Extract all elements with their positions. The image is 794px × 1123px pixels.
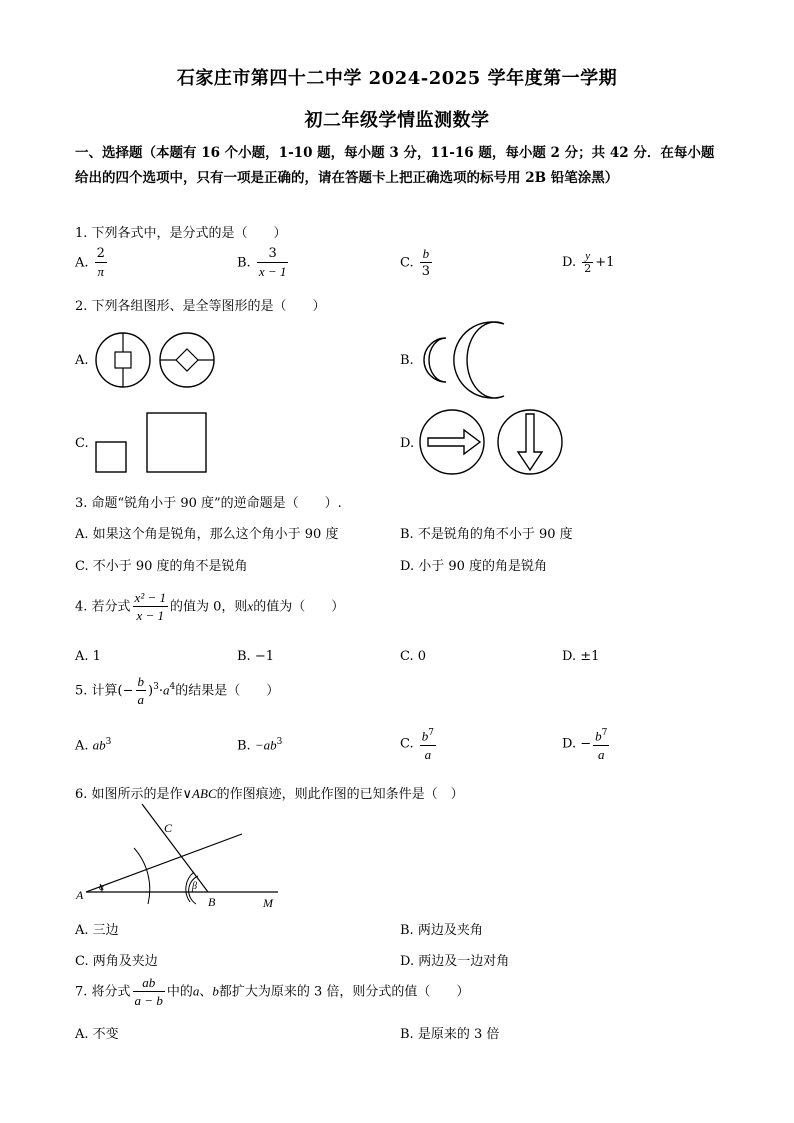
q2-option-b-label[interactable]: B. <box>400 353 414 368</box>
fraction-denominator: x − 1 <box>258 264 287 279</box>
option-label: B. <box>237 255 251 271</box>
open-paren: (− <box>117 683 134 699</box>
question-1-stem: 1. 下列各式中，是分式的是（ ） <box>75 226 287 241</box>
fraction-numerator: y <box>582 250 593 263</box>
stem-suffix: 的作图痕迹，则此作图的已知条件是（ ） <box>216 787 464 802</box>
q6-construction-figure <box>72 800 287 912</box>
stem-mid: 中的 <box>166 984 193 1000</box>
variable-b: b <box>212 983 219 999</box>
q5-option-a[interactable] <box>75 737 111 753</box>
fraction-numerator: 2 <box>96 246 105 261</box>
separator: 、 <box>199 984 213 1000</box>
q5-option-d[interactable] <box>562 725 611 763</box>
dot-operator: · <box>158 683 163 699</box>
stem-prefix: 6. 如图所示的是作 <box>75 787 183 802</box>
stem-suffix: 的结果是（ ） <box>175 683 280 699</box>
q6-option-c[interactable]: C. 两角及夹边 <box>75 954 158 969</box>
exponent: 4 <box>169 682 176 693</box>
fraction-numerator: x² − 1 <box>134 590 166 605</box>
fraction-denominator: a <box>598 747 605 763</box>
exponent: 3 <box>276 737 283 747</box>
stem-prefix: 7. 将分式 <box>75 984 131 1000</box>
point-b-label: B <box>208 895 216 909</box>
point-m-label: M <box>263 896 273 910</box>
q5-option-b[interactable] <box>237 737 282 753</box>
q2-figure-d <box>418 408 566 476</box>
q1-option-c[interactable] <box>400 246 434 280</box>
q2-option-a-label[interactable]: A. <box>75 353 89 368</box>
stem-suffix: 都扩大为原来的 3 倍，则分式的值（ ） <box>218 984 470 1000</box>
question-7-stem <box>75 975 469 1009</box>
q1-option-a[interactable] <box>75 246 109 280</box>
q1-option-b[interactable] <box>237 246 290 280</box>
section-instructions: 一、选择题（本题有 16 个小题，1-10 题，每小题 3 分，11-16 题，每小题 2 分；共 42 分．在每小题给出的四个选项中，只有一项是正确的，请在答题卡上把正确选项的标号用 2B 铅笔涂黑） <box>75 145 715 186</box>
stem-prefix: 5. 计算 <box>75 683 118 699</box>
q4-option-b[interactable]: B. −1 <box>237 649 274 664</box>
variable: x <box>247 598 254 614</box>
q6-option-d[interactable]: D. 两边及一边对角 <box>400 954 510 969</box>
fraction-numerator: b <box>137 674 145 689</box>
close-paren: ) <box>148 683 154 699</box>
stem-prefix: 4. 若分式 <box>75 599 131 615</box>
q6-option-b[interactable]: B. 两边及夹角 <box>400 923 483 938</box>
q5-option-c[interactable] <box>400 725 438 763</box>
q1-option-d[interactable] <box>562 250 614 275</box>
exponent: 3 <box>105 737 112 747</box>
question-2-stem: 2. 下列各组图形、是全等图形的是（ ） <box>75 299 326 314</box>
triangle-symbol: ∨ABC <box>182 786 217 801</box>
q3-option-c[interactable]: C. 不小于 90 度的角不是锐角 <box>75 559 248 574</box>
expression-tail: +1 <box>595 255 615 270</box>
stem-suffix: 的值为（ ） <box>253 599 345 615</box>
q4-option-c[interactable]: C. 0 <box>400 649 427 664</box>
stem-mid: 的值为 0，则 <box>170 599 248 615</box>
fraction-denominator: x − 1 <box>136 608 165 623</box>
option-label: C. <box>400 255 414 271</box>
q3-option-a[interactable]: A. 如果这个角是锐角，那么这个角小于 90 度 <box>75 527 339 542</box>
option-label: A. <box>75 255 89 271</box>
q2-figure-a <box>94 329 218 391</box>
q2-figure-b <box>416 320 516 400</box>
q4-option-a[interactable]: A. 1 <box>75 649 101 664</box>
fraction-numerator: $b^7$ <box>593 725 609 746</box>
expression: −ab <box>254 737 277 753</box>
variable-a: a <box>192 983 200 999</box>
fraction-denominator: a <box>424 747 432 763</box>
q7-option-b[interactable]: B. 是原来的 3 倍 <box>400 1027 500 1042</box>
q2-option-d-label[interactable]: D. <box>400 436 415 451</box>
option-label: D. <box>562 736 577 752</box>
q7-option-a[interactable]: A. 不变 <box>75 1027 119 1042</box>
q2-option-c-label[interactable]: C. <box>75 436 89 451</box>
q3-option-b[interactable]: B. 不是锐角的角不小于 90 度 <box>400 527 573 542</box>
q6-option-a[interactable]: A. 三边 <box>75 923 119 938</box>
exponent: 3 <box>153 682 159 693</box>
option-label: B. <box>237 738 251 754</box>
question-3-stem: 3. 命题“锐角小于 90 度”的逆命题是（ ）. <box>75 496 342 511</box>
base: a <box>162 682 170 698</box>
q2-figure-c <box>94 411 210 475</box>
page-title: 石家庄市第四十二中学 2024-2025 学年度第一学期 <box>176 68 618 89</box>
question-5-stem <box>75 674 279 708</box>
angle-beta-label: β <box>192 881 197 892</box>
q4-option-d[interactable]: D. ±1 <box>562 649 600 664</box>
fraction-denominator: 3 <box>421 264 431 279</box>
minus-sign: − <box>580 736 592 752</box>
point-c-label: C <box>164 821 173 835</box>
page-subtitle: 初二年级学情监测数学 <box>304 110 490 131</box>
option-label: A. <box>75 738 89 754</box>
point-a-label: A <box>76 888 84 902</box>
fraction-numerator: b <box>420 246 432 263</box>
angle-alpha-label: α <box>99 882 105 893</box>
fraction-denominator: 2 <box>584 262 592 275</box>
option-label: D. <box>562 255 577 270</box>
option-label: C. <box>400 736 414 752</box>
question-4-stem <box>75 590 344 624</box>
fraction-denominator: π <box>97 264 105 279</box>
fraction-numerator: 3 <box>257 246 289 263</box>
fraction-denominator: a − b <box>134 993 163 1008</box>
fraction-numerator: ab <box>133 975 165 992</box>
expression: ab <box>92 737 106 753</box>
q3-option-d[interactable]: D. 小于 90 度的角是锐角 <box>400 559 548 574</box>
fraction-numerator: $b^7$ <box>420 725 436 746</box>
fraction-denominator: a <box>137 692 145 707</box>
